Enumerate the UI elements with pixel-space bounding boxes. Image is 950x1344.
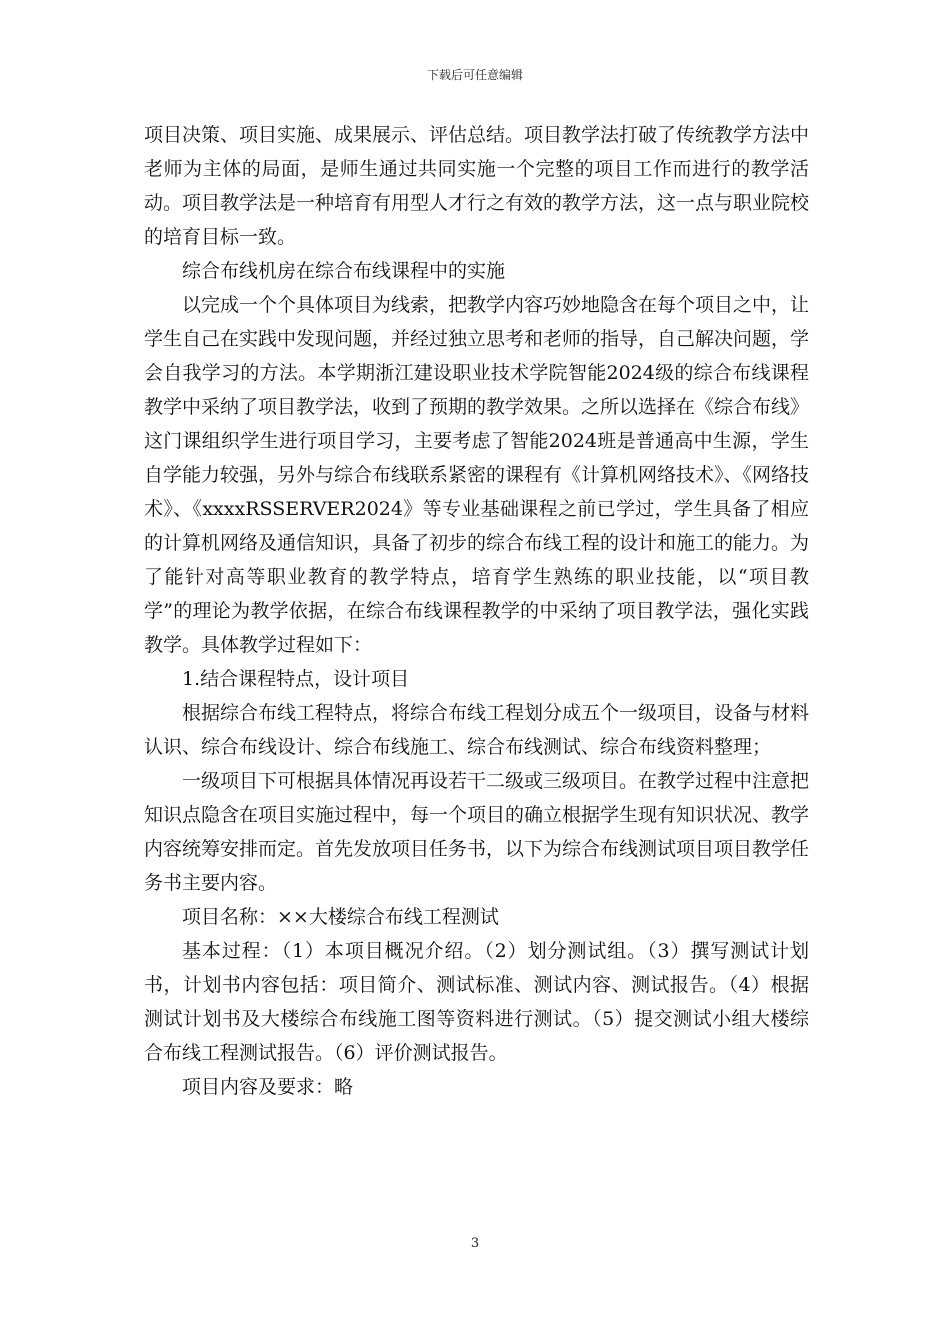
project-name: 项目名称：××大楼综合布线工程测试 [182,906,499,928]
paragraph-sub-projects: 一级项目下可根据具体情况再设若干二级或三级项目。在教学过程中注意把知识点隐含在项目实施过程中，每一个项目的确立根据学生现有知识状况、教学内容统筹安排而定。首先发放项目任务书，以下为综合布线测试项目项目教学任务书主要内容。 [144,770,810,894]
document-body [144,118,809,1104]
paragraph-continuation: 项目决策、项目实施、成果展示、评估总结。项目教学法打破了传统教学方法中老师为主体的局面，是师生通过共同实施一个完整的项目工作而进行的教学活动。项目教学法是一种培育有用型人才行之有效的教学方法，这一点与职业院校的培育目标一致。 [144,124,810,248]
subsection-heading: 1.结合课程特点，设计项目 [182,668,410,690]
paragraph-implementation: 以完成一个个具体项目为线索，把教学内容巧妙地隐含在每个项目之中，让学生自己在实践中发现问题，并经过独立思考和老师的指导，自己解决问题，学会自我学习的方法。本学期浙江建设职业技术学院智能2024级的综合布线课程教学中采纳了项目教学法，收到了预期的教学效果。之所以选择在《综合布线》这门课组织学生进行项目学习，主要考虑了智能2024班是普通高中生源，学生自学能力较强，另外与综合布线联系紧密的课程有《计算机网络技术》、《网络技术》、《xxxxRSSERVER2024》等专业基础课程之前已学过，学生具备了相应的计算机网络及通信知识，具备了初步的综合布线工程的设计和施工的能力。为了能针对高等职业教育的教学特点，培育学生熟练的职业技能，以“项目教学”的理论为教学依据，在综合布线课程教学的中采纳了项目教学法，强化实践教学。具体教学过程如下： [144,294,810,656]
section-heading: 综合布线机房在综合布线课程中的实施 [182,260,506,282]
page-number: 3 [470,1236,480,1251]
paragraph-project-division: 根据综合布线工程特点，将综合布线工程划分成五个一级项目，设备与材料认识、综合布线设计、综合布线施工、综合布线测试、综合布线资料整理； [144,702,810,758]
page-header: 下载后可任意编辑 [426,68,523,82]
basic-process: 基本过程：（1）本项目概况介绍。（2）划分测试组。（3）撰写测试计划书，计划书内容包括：项目简介、测试标准、测试内容、测试报告。（4）根据测试计划书及大楼综合布线施工图等资料进行测试。（5）提交测试小组大楼综合布线工程测试报告。（6）评价测试报告。 [144,940,809,1064]
project-content: 项目内容及要求：略 [182,1076,354,1098]
